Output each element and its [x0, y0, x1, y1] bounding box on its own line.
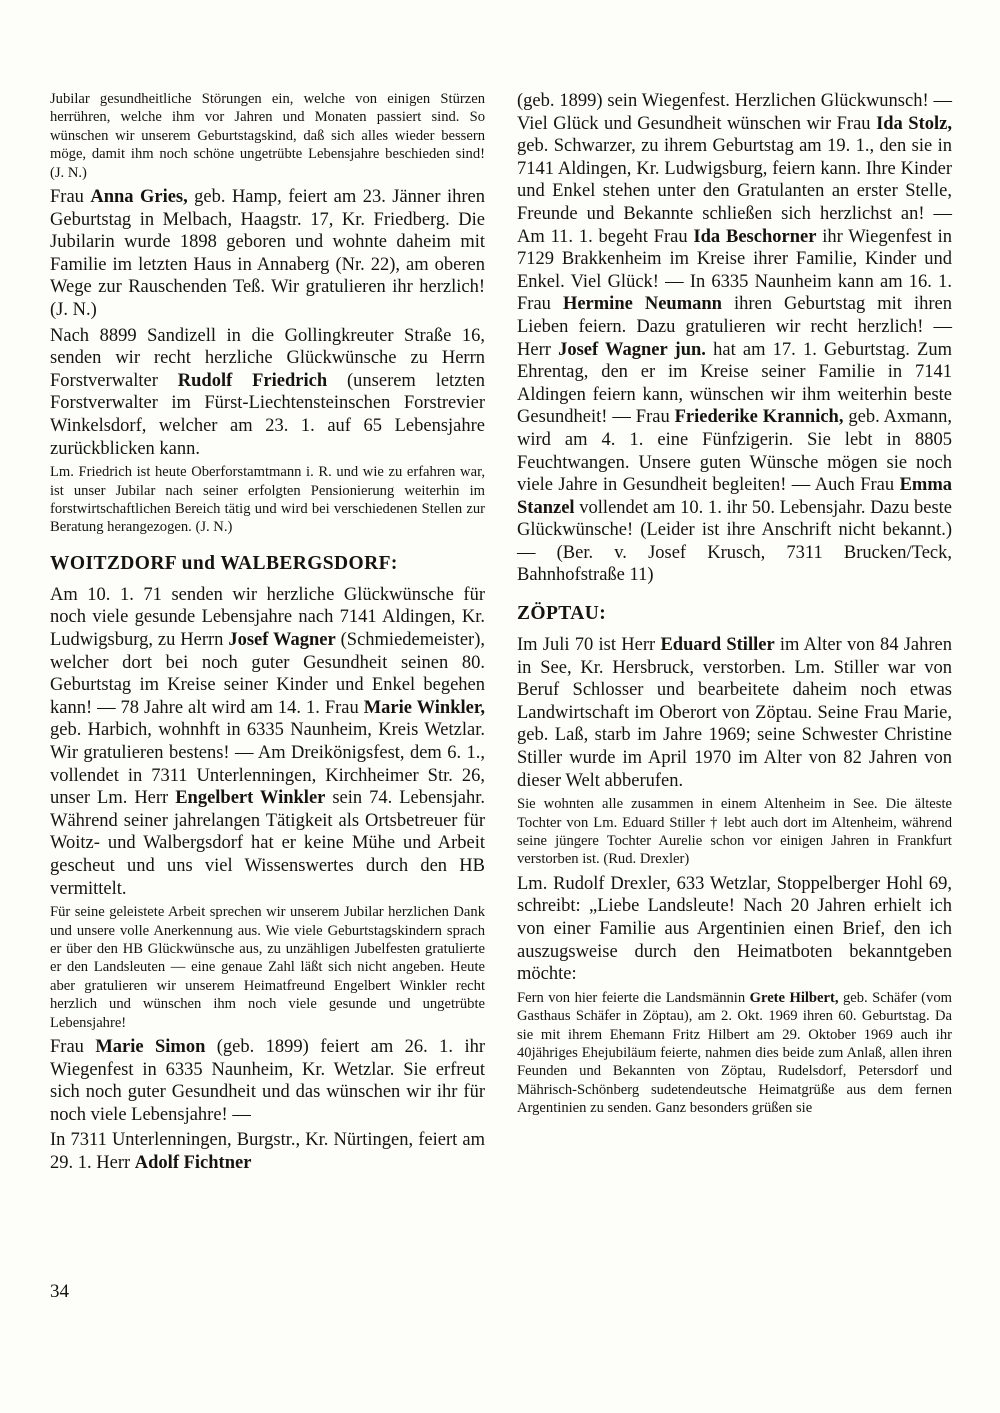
text-run: ihren Geburtstag mit ihren Lieben feiern. Dazu gratulieren wir recht herzlich! — Herr [517, 294, 952, 360]
text-run: Frau [50, 1036, 96, 1057]
text-run: hat am 17. 1. Geburtstag. Zum Ehrentag, den er im Kreise seiner Familie in 7141 Aldingen feiern kann, wünschen wir ihm weiterhin beste Gesundheit! — Frau [517, 339, 952, 428]
paragraph-small-print [50, 903, 485, 1032]
text-run: sein 74. Lebensjahr. Während seiner jahrelangen Tätigkeit als Ortsbetreuer für Woitz- und Walbergsdorf hat er keine Mühe und Arbeit gescheut und uns viel Wissenswertes durch den HB vermittelt. [50, 788, 485, 899]
highlighted-name: Friederike Krannich, [674, 407, 844, 428]
text-run: In 7311 Unterlenningen, Burgstr., Kr. Nürtingen, feiert am 29. 1. Herr [50, 1130, 485, 1173]
highlighted-name: Josef Wagner [228, 629, 336, 650]
text-run: Am 10. 1. 71 senden wir herzliche Glückwünsche für noch viele gesunde Lebensjahre nach 7141 Aldingen, Kr. Ludwigsburg, zu Herrn [50, 584, 485, 650]
text-run: Jubilar gesundheitliche Störungen ein, welche von einigen Stürzen herrühren, welche ihm vor Jahren und Monaten passiert sind. So wünschen wir unserem Geburtstagskind, daß sich alles wieder bessern möge, damit ihm noch schöne ungetrübte Lebensjahre beschieden sind! (J. N.) [50, 91, 485, 181]
highlighted-name: Rudolf Friedrich [177, 370, 328, 391]
text-run: vollendet am 10. 1. ihr 50. Lebensjahr. Dazu beste Glückwünsche! (Leider ist ihre Anschrift nicht bekannt.) — (Ber. v. Josef Krusch, 7311 Brucken/Teck, Bahnhofstraße 11) [517, 497, 952, 586]
highlighted-name: Marie Simon [95, 1036, 206, 1057]
left-column [50, 90, 485, 1178]
text-run: (unserem letzten Forstverwalter im Fürst-Liechtensteinschen Forstrevier Winkelsdorf, welcher am 23. 1. auf 65 Lebensjahre zurückblicken kann. [50, 370, 485, 459]
highlighted-name: Anna Gries, [90, 187, 188, 208]
highlighted-name: Hermine Neumann [562, 294, 722, 315]
text-run: Nach 8899 Sandizell in die Gollingkreuter Straße 16, senden wir recht herzliche Glückwünsche zu Herrn Forstverwalter [50, 325, 485, 391]
text-run: Für seine geleistete Arbeit sprechen wir unserem Jubilar herzlichen Dank und unsere volle Anerkennung aus. Wie viele Geburtstagskindern sprach er über den HB Glückwünsche aus, zu unzähligen Jubelfesten gratulierte er den Landsleuten — eine genaue Zahl läßt sich nicht angeben. Heute aber gratulieren wir unserem Heimatfreund Engelbert Winkler recht herzlich und wünschen ihm noch viele gesunde und ungetrübte Lebensjahre! [50, 904, 485, 1031]
text-run: geb. Axmann, wird am 4. 1. eine Fünfzigerin. Sie lebt in 8805 Feuchtwangen. Unsere guten Wünsche mögen sie noch viele Jahre in Gesundheit begleiten! — Auch Frau [517, 407, 952, 496]
paragraph [517, 634, 952, 792]
highlighted-name: Ida Beschorner [693, 226, 817, 247]
text-run: Lm. Rudolf Drexler, 633 Wetzlar, Stoppelberger Hohl 69, schreibt: „Liebe Landsleute! Nach 20 Jahren erhielt ich von einer Familie aus Argentinien einen Brief, den ich auszugsweise durch den Heimatboten bekanntgeben möchte: [517, 873, 952, 985]
paragraph [50, 186, 485, 322]
paragraph-small-print [517, 989, 952, 1118]
text-run: Fern von hier feierte die Landsmännin [517, 989, 750, 1006]
text-run: geb. Harbich, wohnhft in 6335 Naunheim, Kreis Wetzlar. Wir gratulieren bestens! — Am Dreikönigsfest, dem 6. 1., vollendet in 7311 Unterlenningen, Kirchheimer Str. 26, unser Lm. Herr [50, 720, 485, 809]
page-number: 34 [50, 1281, 69, 1302]
text-run: geb. Schwarzer, zu ihrem Geburtstag am 19. 1., den sie in 7141 Aldingen, Kr. Ludwigsburg, feiern kann. Ihre Kinder und Enkel stehen unter den Gratulanten an erster Stelle, Freunde und Bekannte schließen sich herzlichst an! — Am 11. 1. begeht Frau [517, 136, 952, 247]
highlighted-name: Marie Winkler, [363, 697, 485, 718]
paragraph-small-print [517, 795, 952, 869]
highlighted-name: Adolf Fichtner [134, 1152, 252, 1173]
paragraph [50, 1129, 485, 1174]
paragraph [517, 90, 952, 587]
right-column [517, 90, 952, 1178]
highlighted-name: Josef Wagner jun. [558, 339, 706, 360]
section-heading [517, 602, 952, 625]
text-run: ihr Wiegenfest in 7129 Brakkenheim im Kreise ihrer Familie, Kinder und Enkel. Viel Glück! — In 6335 Naunheim kann am 16. 1. Frau [517, 226, 952, 315]
paragraph [517, 873, 952, 986]
highlighted-name: Engelbert Winkler [175, 788, 326, 809]
highlighted-name: Emma Stanzel [517, 475, 952, 518]
text-run: Sie wohnten alle zusammen in einem Altenheim in See. Die älteste Tochter von Lm. Eduard Stiller † lebt auch dort im Altenheim, während seine jüngere Tochter Aurelie schon vor einigen Jahren in Frankfurt verstorben ist. (Rud. Drexler) [517, 796, 952, 868]
paragraph-small-print [50, 463, 485, 537]
text-run: (geb. 1899) sein Wiegenfest. Herzlichen Glückwunsch! — Viel Glück und Gesundheit wünschen wir Frau [517, 91, 952, 134]
text-run: Lm. Friedrich ist heute Oberforstamtmann i. R. und wie zu erfahren war, ist unser Jubilar nach seiner erfolgten Pensionierung weiterhin im forstwirtschaftlichen Bereich tätig und wird bei verschiedenen Stellen zur Beratung herangezogen. (J. N.) [50, 464, 485, 536]
text-run: Frau [50, 187, 91, 208]
two-column-layout [50, 90, 952, 1178]
paragraph-small-print [50, 90, 485, 182]
paragraph [50, 584, 485, 900]
text-run: WOITZDORF und WALBERGSDORF: [50, 552, 398, 574]
highlighted-name: Ida Stolz, [876, 113, 952, 134]
text-run: (geb. 1899) feiert am 26. 1. ihr Wiegenfest in 6335 Naunheim, Kr. Wetzlar. Sie erfreut sich noch guter Gesundheit und das wünschen wir ihr für noch viele Lebensjahre! — [50, 1036, 485, 1125]
text-run: im Alter von 84 Jahren in See, Kr. Hersbruck, verstorben. Lm. Stiller war von Beruf Schlosser und bearbeitete daheim noch etwas Landwirtschaft im Oberort von Zöptau. Seine Frau Marie, geb. Laß, starb im Jahre 1969; seine Schwester Christine Stiller wurde im April 1970 im Alter von 82 Jahren von dieser Welt abberufen. [517, 635, 952, 791]
text-run: (Schmiedemeister), welcher dort bei noch guter Gesundheit seinen 80. Geburtstag im Kreise seiner Kinder und Enkel begehen kann! — 78 Jahre alt wird am 14. 1. Frau [50, 629, 485, 718]
text-run: geb. Schäfer (vom Gasthaus Schäfer in Zöptau), am 2. Okt. 1969 ihren 60. Geburtstag. Da sie mit ihrem Ehemann Fritz Hilbert am 29. Oktober 1969 auch ihr 40jähriges Ehejubiläum feierte, nahmen dies beide zum Anlaß, allen ihren Feunden und Bekannten von Zöptau, Rudelsdorf, Petersdorf und Mährisch-Schönberg sudetendeutsche Heimatgrüße aus dem fernen Argentinien zu senden. Ganz besonders grüßen sie [517, 989, 952, 1117]
text-run: geb. Hamp, feiert am 23. Jänner ihren Geburtstag in Melbach, Haagstr. 17, Kr. Friedberg. Die Jubilarin wurde 1898 geboren und wohnte daheim mit Familie im letzten Haus in Annaberg (Nr. 22), am oberen Wege zur Rauschenden Teß. Wir gratulieren ihr herzlich! (J. N.) [50, 187, 485, 320]
highlighted-name: Grete Hilbert, [749, 989, 839, 1006]
highlighted-name: Eduard Stiller [660, 635, 775, 656]
text-run: ZÖPTAU: [517, 603, 607, 625]
paragraph [50, 1036, 485, 1126]
section-heading [50, 552, 485, 575]
paragraph [50, 325, 485, 461]
text-run: Im Juli 70 ist Herr [517, 635, 661, 656]
